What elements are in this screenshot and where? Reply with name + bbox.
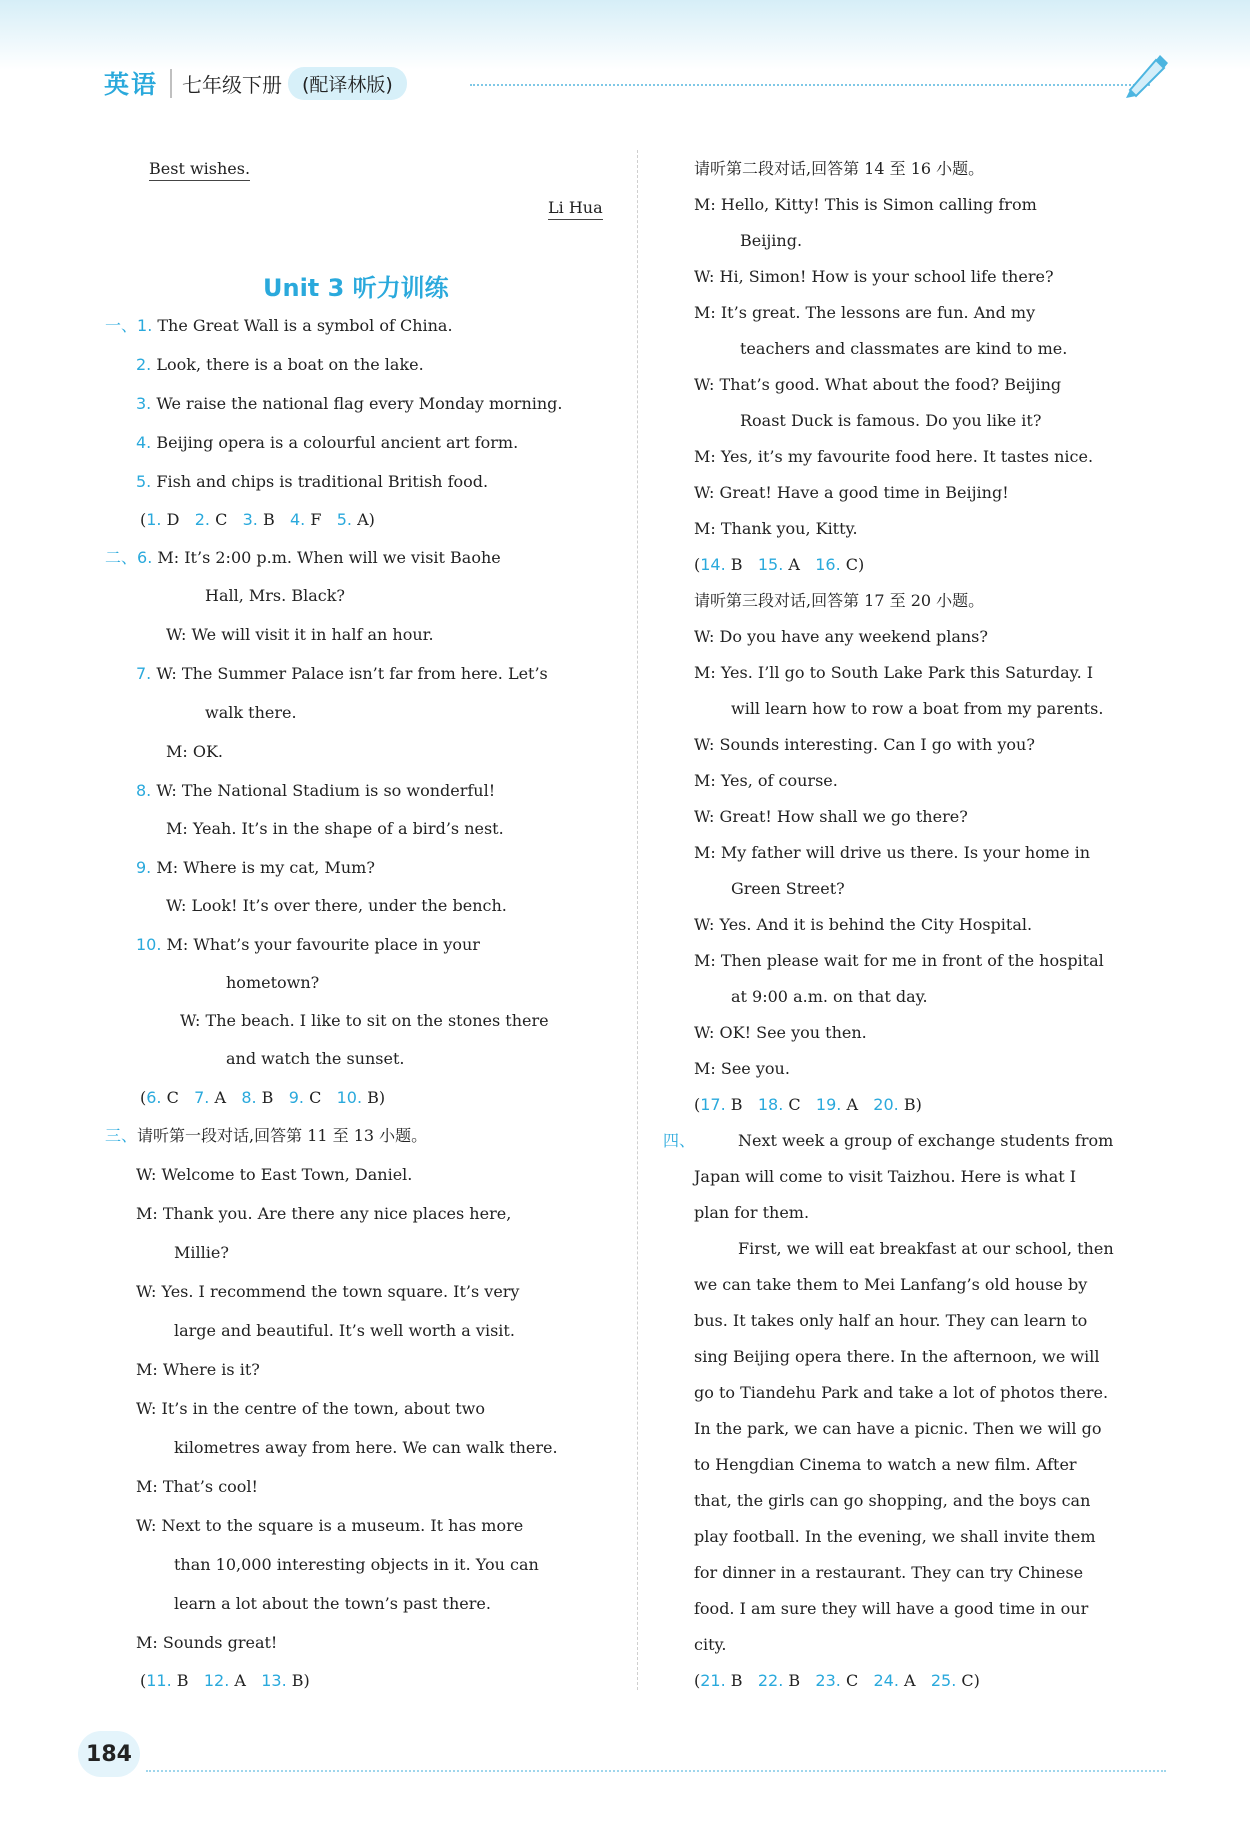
item-text: Beijing opera is a colourful ancient art form. — [156, 433, 519, 452]
section-1-item — [136, 353, 424, 377]
passage-line: city. — [694, 1635, 727, 1654]
dialog-line: W: OK! See you then. — [694, 1023, 867, 1042]
dialog-line: W: Next to the square is a museum. It has more — [136, 1516, 524, 1535]
letter-signature: Li Hua — [548, 198, 603, 220]
dialog-line: W: Sounds interesting. Can I go with you? — [694, 735, 1035, 754]
section-3-intro: 三、请听第一段对话,回答第 11 至 13 小题。 — [105, 1126, 428, 1145]
answer-key: (1. D 2. C 3. B 4. F 5. A) — [140, 510, 375, 529]
footer-dotted-rule — [146, 1770, 1166, 1772]
item-number: 2. — [136, 355, 152, 374]
dialog-line: large and beautiful. It’s well worth a visit. — [174, 1321, 515, 1340]
dialog-line: W: Look! It’s over there, under the bench. — [166, 896, 507, 915]
section-marker: 四、 — [663, 1131, 696, 1150]
passage-line: In the park, we can have a picnic. Then we will go — [694, 1419, 1102, 1438]
dialog-line: will learn how to row a boat from my parents. — [731, 699, 1104, 718]
passage-line: that, the girls can go shopping, and the boys can — [694, 1491, 1091, 1510]
dialog-line: W: Hi, Simon! How is your school life there? — [694, 267, 1054, 286]
pen-icon — [1120, 50, 1170, 104]
dialog-line: W: We will visit it in half an hour. — [166, 625, 434, 644]
dialog-line: M: Sounds great! — [136, 1633, 278, 1652]
passage-line: plan for them. — [694, 1203, 810, 1222]
dialog-line: Roast Duck is famous. Do you like it? — [740, 411, 1042, 430]
grade-label: 七年级下册 — [170, 69, 282, 98]
page-header — [104, 66, 407, 100]
dialog-line: Millie? — [174, 1243, 229, 1262]
dialog-line: M: Hello, Kitty! This is Simon calling from — [694, 195, 1037, 214]
dialog-line: M: Where is it? — [136, 1360, 260, 1379]
question-9: 9. M: Where is my cat, Mum? — [136, 858, 375, 877]
section-1-item — [136, 470, 488, 494]
dialog-line: M: Yes, of course. — [694, 771, 838, 790]
item-number: 5. — [136, 472, 152, 491]
passage-line: we can take them to Mei Lanfang’s old house by — [694, 1275, 1088, 1294]
section-marker: 二、 — [105, 548, 138, 567]
dialog-line: at 9:00 a.m. on that day. — [731, 987, 928, 1006]
dialog-line: M: Then please wait for me in front of the hospital — [694, 951, 1104, 970]
answer-key: (6. C 7. A 8. B 9. C 10. B) — [140, 1088, 386, 1107]
dialog-line: M: It’s great. The lessons are fun. And my — [694, 303, 1036, 322]
dialog-line: M: Thank you. Are there any nice places here, — [136, 1204, 512, 1223]
question-8: 8. W: The National Stadium is so wonderful! — [136, 781, 496, 800]
dialog-line: learn a lot about the town’s past there. — [174, 1594, 491, 1613]
dialog-line: and watch the sunset. — [226, 1049, 405, 1068]
dialog-line: M: That’s cool! — [136, 1477, 258, 1496]
section-1-item — [136, 392, 563, 416]
passage-line: food. I am sure they will have a good time in our — [694, 1599, 1089, 1618]
dialog-line: W: The beach. I like to sit on the stones there — [180, 1011, 549, 1030]
question-6: 二、6. M: It’s 2:00 p.m. When will we visit Baohe — [105, 548, 501, 567]
section-intro: 请听第二段对话,回答第 14 至 16 小题。 — [694, 159, 985, 178]
question-10: 10. M: What’s your favourite place in your — [136, 935, 480, 954]
dialog-line: W: It’s in the centre of the town, about two — [136, 1399, 485, 1418]
item-number: 3. — [136, 394, 152, 413]
passage-line: play football. In the evening, we shall invite them — [694, 1527, 1096, 1546]
dialog-line: teachers and classmates are kind to me. — [740, 339, 1068, 358]
item-text: Look, there is a boat on the lake. — [156, 355, 424, 374]
item-text: We raise the national flag every Monday morning. — [156, 394, 563, 413]
section-1-item — [105, 314, 453, 338]
question-7: 7. W: The Summer Palace isn’t far from here. Let’s — [136, 664, 548, 683]
header-dotted-rule — [470, 84, 1150, 86]
subject-label: 英语 — [104, 70, 159, 99]
dialog-line: M: Yes. I’ll go to South Lake Park this Saturday. I — [694, 663, 1094, 682]
dialog-line: hometown? — [226, 973, 320, 992]
item-number: 4. — [136, 433, 152, 452]
passage-line: Japan will come to visit Taizhou. Here is what I — [694, 1167, 1077, 1186]
dialog-line: Hall, Mrs. Black? — [205, 586, 345, 605]
passage-line: go to Tiandehu Park and take a lot of photos there. — [694, 1383, 1109, 1402]
answer-key: (21. B 22. B 23. C 24. A 25. C) — [694, 1671, 980, 1690]
item-text: The Great Wall is a symbol of China. — [157, 316, 453, 335]
dialog-line: W: Yes. I recommend the town square. It’s very — [136, 1282, 520, 1301]
letter-closing: Best wishes. — [149, 159, 250, 181]
unit-title: Unit 3 听力训练 — [263, 274, 449, 302]
dialog-line: M: OK. — [166, 742, 224, 761]
passage-line: sing Beijing opera there. In the afternoon, we will — [694, 1347, 1100, 1366]
page-number: 184 — [78, 1731, 140, 1777]
passage-line: First, we will eat breakfast at our school, then — [738, 1239, 1114, 1258]
answer-key: (14. B 15. A 16. C) — [694, 555, 865, 574]
dialog-line: W: Welcome to East Town, Daniel. — [136, 1165, 413, 1184]
section-marker: 一、 — [105, 316, 138, 335]
answer-key: (17. B 18. C 19. A 20. B) — [694, 1095, 922, 1114]
item-number: 1. — [137, 316, 153, 335]
dialog-line: M: My father will drive us there. Is your home in — [694, 843, 1091, 862]
passage-line: for dinner in a restaurant. They can try Chinese — [694, 1563, 1084, 1582]
dialog-line: W: That’s good. What about the food? Beijing — [694, 375, 1062, 394]
passage-line: bus. It takes only half an hour. They can learn to — [694, 1311, 1088, 1330]
dialog-line: walk there. — [205, 703, 297, 722]
dialog-line: kilometres away from here. We can walk there. — [174, 1438, 558, 1457]
section-1-item — [136, 431, 518, 455]
dialog-line: M: Yeah. It’s in the shape of a bird’s nest. — [166, 819, 504, 838]
dialog-line: M: Thank you, Kitty. — [694, 519, 858, 538]
item-text: Fish and chips is traditional British food. — [156, 472, 489, 491]
dialog-line: M: Yes, it’s my favourite food here. It tastes nice. — [694, 447, 1094, 466]
section-intro: 请听第三段对话,回答第 17 至 20 小题。 — [694, 591, 985, 610]
column-divider — [637, 150, 638, 1690]
dialog-line: Green Street? — [731, 879, 845, 898]
passage-line: Next week a group of exchange students from — [738, 1131, 1114, 1150]
dialog-line: W: Great! How shall we go there? — [694, 807, 968, 826]
dialog-line: Beijing. — [740, 231, 803, 250]
dialog-line: W: Yes. And it is behind the City Hospital. — [694, 915, 1033, 934]
dialog-line: W: Great! Have a good time in Beijing! — [694, 483, 1009, 502]
dialog-line: M: See you. — [694, 1059, 790, 1078]
edition-badge: (配译林版) — [288, 67, 407, 100]
dialog-line: W: Do you have any weekend plans? — [694, 627, 988, 646]
answer-key: (11. B 12. A 13. B) — [140, 1671, 310, 1690]
dialog-line: than 10,000 interesting objects in it. You can — [174, 1555, 539, 1574]
top-band — [0, 0, 1250, 70]
passage-line: to Hengdian Cinema to watch a new film. After — [694, 1455, 1077, 1474]
